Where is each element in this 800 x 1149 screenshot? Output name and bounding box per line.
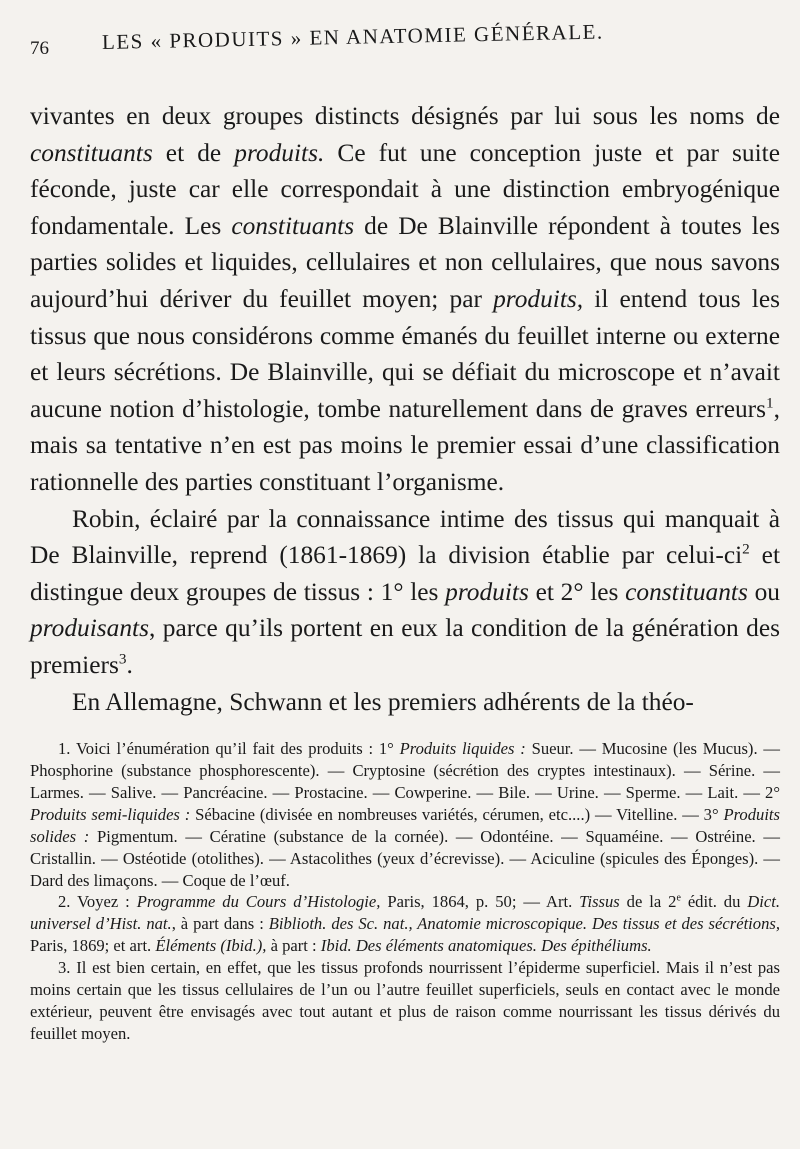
text-run: Ce fut une conception juste et par suite féconde, juste car elle correspondait à une distinction embryogénique fondamentale. Les (30, 138, 780, 240)
text-run: Pigmentum. — Cératine (substance de la cornée). — Odontéine. — Squaméine. — Ostréine. — Cristallin. — Ostéotide (otolithes). — Astacolithes (yeux d’écrevisse). — Aciculine (spicules des Éponges). — Dard des limaçons. — Coque de l’œuf. (30, 826, 780, 890)
italic-text: Tissus (579, 892, 620, 912)
footnote (30, 891, 780, 957)
italic-text: produits (445, 577, 529, 606)
main-text (30, 98, 780, 720)
text-run: de la 2 (619, 892, 677, 912)
note-reference: 2 (742, 540, 750, 558)
text-run: vivantes en deux groupes distincts désignés par lui sous les noms de (30, 102, 780, 130)
text-run: Sueur. — Mucosine (les Mucus). — Phosphorine (substance phosphorescente). — Cryptosine (sécrétion des cryptes intestinaux). — Sérine. — Larmes. — Salive. — Pancréacine. — Prostacine. — Cowperine. — Bile. — Urine. — Sperme. — Lait. — 2° (30, 739, 780, 802)
paragraph (30, 501, 780, 684)
italic-text: Produits liquides : (399, 739, 526, 759)
text-run: . (126, 650, 133, 679)
text-run: de De Blainville répondent à toutes les parties solides et liquides, cellulaires et non cellulaires, que nous savons aujourd’hui dériver du feuillet moyen; par (30, 211, 780, 313)
italic-text: produisants (30, 614, 149, 643)
paragraph (30, 684, 780, 721)
text-run: , à part dans : (171, 914, 269, 934)
italic-text: Produits solides : (30, 804, 780, 846)
text-run: , mais sa tentative n’en est pas moins le premier essai d’une classification rationnelle des parties constituant l’organisme. (30, 394, 780, 496)
running-title: LES « PRODUITS » EN ANATOMIE GÉNÉRALE. (101, 19, 604, 54)
note-reference: 3 (118, 650, 127, 668)
text-run: il entend tous les tissus que nous considérons comme émanés du feuillet interne ou externe et leurs sécrétions. De Blainville, qui se défiait du microscope et n’avait aucune notion d’histologie, tombe naturellement dans de graves erreurs (30, 284, 780, 423)
italic-text: Biblioth. des Sc. nat., Anatomie microscopique. Des tissus et des sécrétions, (268, 914, 780, 934)
text-run: édit. du (680, 892, 748, 912)
italic-text: Programme du Cours d’Histologie, (136, 892, 381, 912)
note-reference: e (676, 892, 681, 904)
text-run: Robin, éclairé par la connaissance intime des tissus qui manquait à De Blainville, reprend (1861-1869) la division établie par celui-ci (30, 504, 780, 570)
footnotes (30, 738, 780, 1045)
italic-text: Éléments (Ibid.), (155, 936, 267, 956)
text-run: Paris, 1864, p. 50; — Art. (380, 892, 580, 912)
page-header (30, 19, 780, 70)
text-run: 2. Voyez : (58, 892, 137, 912)
paragraph (30, 98, 780, 501)
text-run: , parce qu’ils portent en eux la condition de la génération des premiers (30, 614, 780, 679)
footnote (30, 738, 780, 891)
text-run: Sébacine (divisée en nombreuses variétés, cérumen, etc....) — Vitelline. — 3° (190, 804, 724, 824)
text-run: 1. Voici l’énumération qu’il fait des produits : 1° (58, 739, 400, 759)
italic-text: constituants (231, 211, 355, 240)
text-run: et de (152, 138, 235, 167)
page-number: 76 (30, 38, 49, 59)
italic-text: produits, (493, 284, 584, 313)
text-run: à part : (266, 936, 321, 956)
italic-text: produits. (234, 138, 325, 167)
note-reference: 1 (766, 394, 774, 412)
text-run: 3. Il est bien certain, en effet, que les tissus profonds nourrissent l’épiderme superficiel. Mais il n’est pas moins certain que les tissus cellulaires de l’un ou l’autre feuillet superficiels, seuls en contact avec le monde extérieur, peuvent être envisagés avec tout autant et plus de raison comme nourrissant les tissus dérivés du feuillet moyen. (30, 958, 780, 1043)
text-run: ou (747, 577, 780, 606)
text-run: En Allemagne, Schwann et les premiers adhérents de la théo- (72, 687, 694, 716)
footnote (30, 957, 780, 1045)
text-run: et distingue deux groupes de tissus : 1° les (30, 541, 780, 606)
italic-text: constituants (30, 138, 153, 167)
text-run: Paris, 1869; et art. (30, 936, 156, 956)
italic-text: Dict. universel d’Hist. nat. (30, 892, 781, 934)
italic-text: Ibid. Des éléments anatomiques. Des épithéliums. (320, 936, 652, 956)
italic-text: Produits semi-liquides : (30, 804, 191, 824)
text-run: et 2° les (528, 577, 626, 606)
italic-text: constituants (625, 577, 748, 606)
